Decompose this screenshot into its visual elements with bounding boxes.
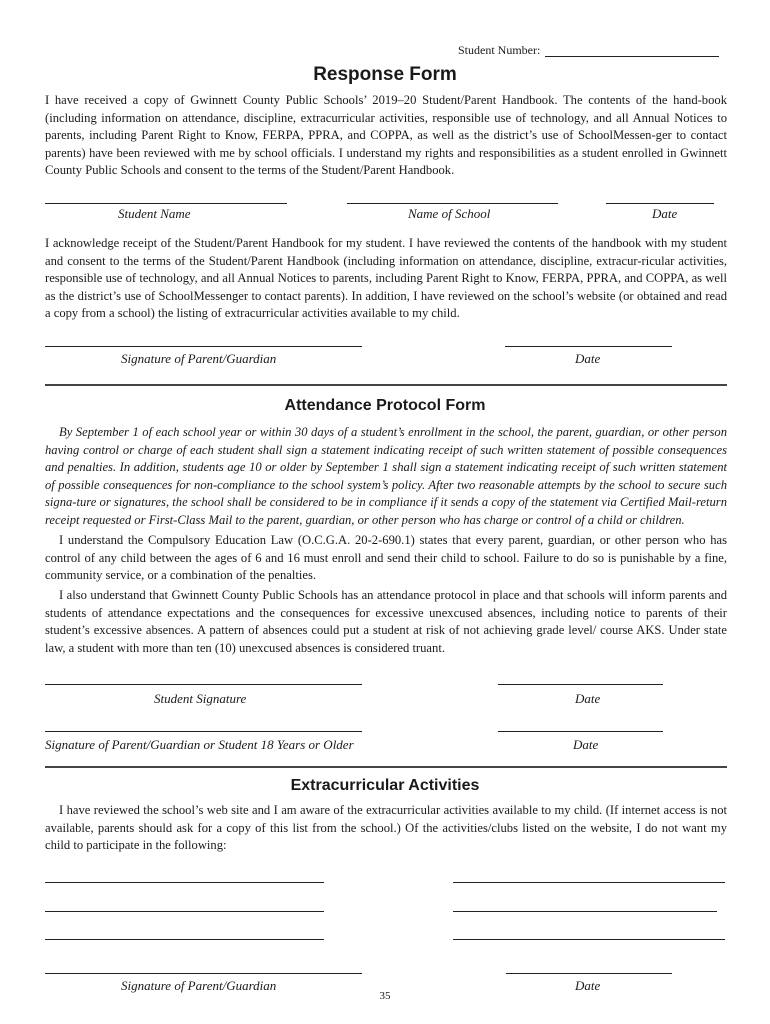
page-number: 35 [379, 990, 391, 1002]
extracurricular-signature-field[interactable] [45, 973, 362, 974]
parent-date-field[interactable] [505, 346, 672, 347]
attendance-italic-paragraph: By September 1 of each school year or within 30 days of a student’s enrollment in the school, the parent, guardian, or other person having control or charge of each student shall sign a statement indicating receipt of such written statement of possible consequences and penalties. In addition, students age 10 or older by September 1 shall sign a statement indicating receipt of such written statement of possible consequences for non-compliance to the school system’s policy. After two reasonable attempts by the school to secure such signa-ture or signatures, the school shall be considered to be in compliance if it sends a copy of the statement via Certified Mail-return receipt requested or First-Class Mail to the parent, guardian, or other person who has charge or control of a child or children. [45, 425, 727, 527]
parent-date-label: Date [575, 351, 601, 366]
guardian-signature-label: Signature of Parent/Guardian or Student 18 Years or Older [45, 737, 354, 752]
extracurricular-date-field[interactable] [506, 973, 672, 974]
activity-field-4[interactable] [453, 911, 717, 912]
parent-acknowledgement-paragraph: I acknowledge receipt of the Student/Parent Handbook for my student. I have reviewed the contents of the handbook with my student and consent to the terms of the Student/Parent Handbook (including information on attendance, discipline, extracur-ricular activities, responsible use of technology, and all Annual Notices to parents, including Parent Right to Know, FERPA, PPRA, and COPPA, as well as the district’s use of SchoolMessenger to contact parents). In addition, I have reviewed on the school’s website (or obtained and read a copy from a school) the listing of extracurricular activities available to my child. [45, 236, 727, 320]
parent-signature-label: Signature of Parent/Guardian [121, 351, 277, 366]
student-number-label: Student Number: [458, 43, 541, 57]
guardian-signature-date-label: Date [573, 737, 599, 752]
guardian-signature-date-field[interactable] [498, 731, 663, 732]
school-name-label: Name of School [408, 206, 491, 221]
activity-field-5[interactable] [45, 939, 324, 940]
activity-field-2[interactable] [453, 882, 725, 883]
activity-field-3[interactable] [45, 911, 324, 912]
extracurricular-date-label: Date [575, 978, 601, 993]
date-field[interactable] [606, 203, 714, 204]
date-label: Date [652, 206, 678, 221]
school-name-field[interactable] [347, 203, 558, 204]
student-signature-date-field[interactable] [498, 684, 663, 685]
guardian-signature-field[interactable] [45, 731, 362, 732]
attendance-protocol-paragraph: I also understand that Gwinnett County Public Schools has an attendance protocol in place and that schools will inform parents and students of attendance expectations and the consequences for excessive unexcused absences, including notice to parents of their student’s excessive absences. A pattern of absences could put a student at risk of not achieving grade level/ course AKS. Under state law, a student with more than ten (10) unexcused absences is considered truant. [45, 588, 727, 655]
extracurricular-paragraph: I have reviewed the school’s web site and I am aware of the extracurricular activities available to my child. (If internet access is not available, parents should ask for a copy of this list from the school.) Of the activities/clubs listed on the website, I do not want my child to participate in the following: [45, 803, 727, 852]
student-signature-date-label: Date [575, 691, 601, 706]
extracurricular-title: Extracurricular Activities [290, 777, 480, 794]
response-paragraph: I have received a copy of Gwinnett County Public Schools’ 2019–20 Student/Parent Handbook. The contents of the hand-book (including information on attendance, discipline, extracurricular activities, responsible use of technology, and all Annual Notices to parents, including Parent Right to Know, FERPA, PPRA, and COPPA, as well as the district’s use of SchoolMessen-ger to contact parents) have been reviewed with me by school officials. I understand my rights and responsibilities as a student enrolled in Gwinnett County Public Schools and consent to the terms of the Student/Parent Handbook. [45, 93, 727, 177]
student-signature-label: Student Signature [154, 691, 247, 706]
section-divider [45, 766, 727, 768]
compulsory-education-paragraph: I understand the Compulsory Education Law (O.C.G.A. 20-2-690.1) states that every parent, guardian, or other person who has control of any child between the ages of 6 and 16 must enroll and send their child to school. Failure to do so is punishable by a fine, community service, or a combination of the penalties. [45, 533, 727, 582]
student-number-field[interactable] [545, 56, 719, 57]
attendance-form-title: Attendance Protocol Form [284, 397, 486, 414]
parent-signature-field[interactable] [45, 346, 362, 347]
response-form-title: Response Form [313, 64, 457, 85]
extracurricular-signature-label: Signature of Parent/Guardian [121, 978, 277, 993]
activity-field-1[interactable] [45, 882, 324, 883]
student-name-field[interactable] [45, 203, 287, 204]
student-signature-field[interactable] [45, 684, 362, 685]
section-divider [45, 384, 727, 386]
student-name-label: Student Name [118, 206, 191, 221]
activity-field-6[interactable] [453, 939, 725, 940]
